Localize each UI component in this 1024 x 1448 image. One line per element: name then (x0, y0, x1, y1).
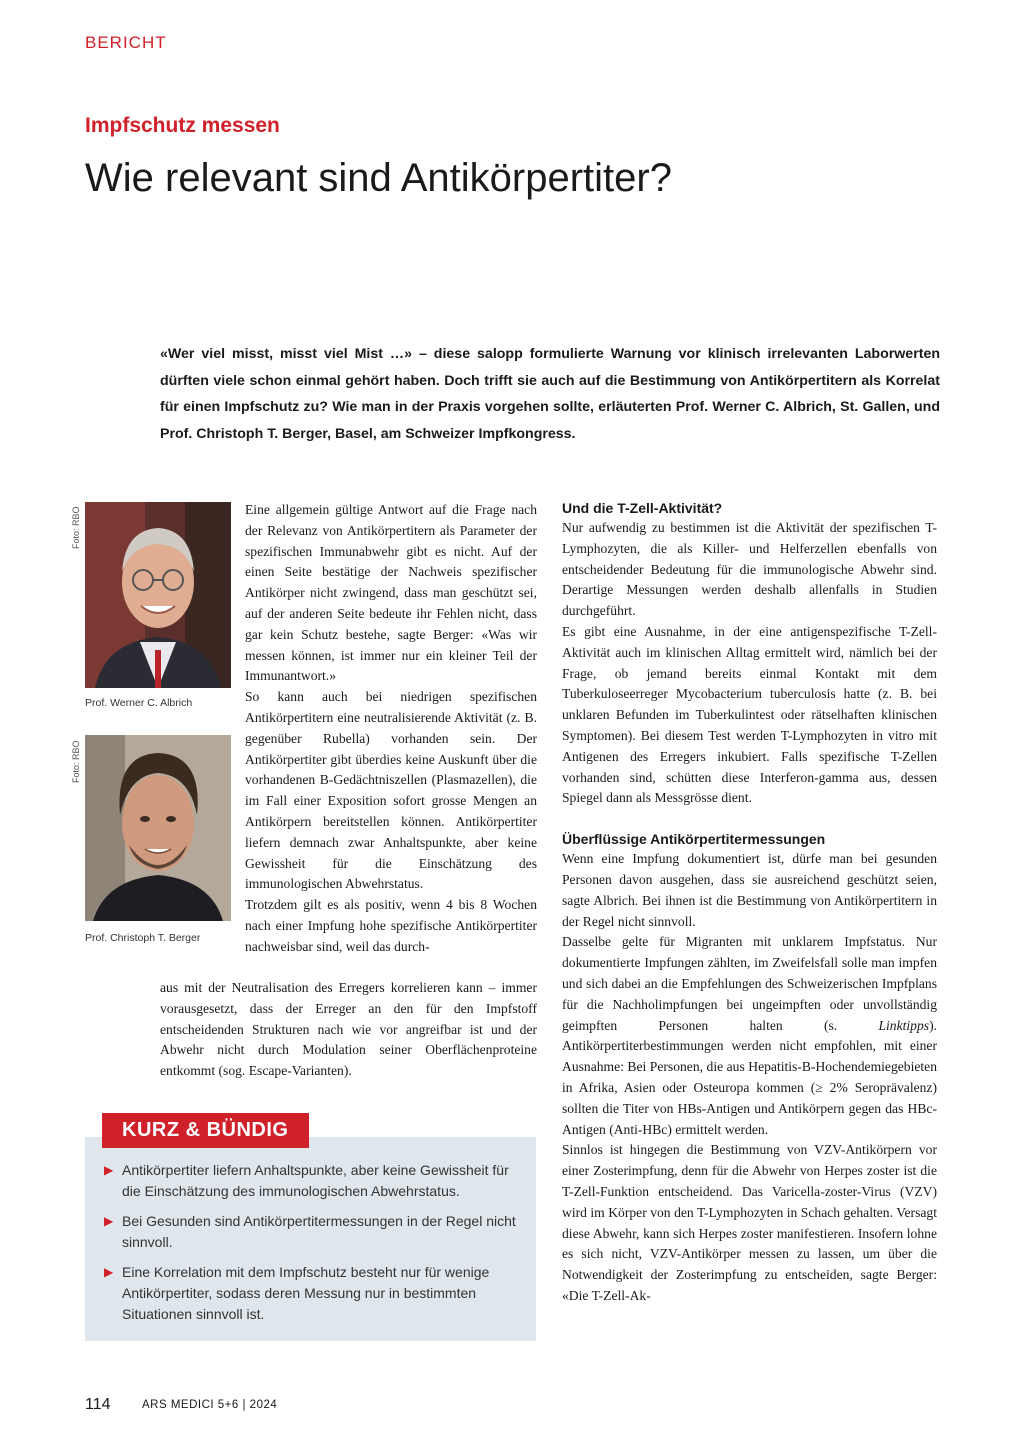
summary-box-title: KURZ & BÜNDIG (102, 1113, 309, 1148)
body-column-left-continued (160, 978, 537, 1082)
body-paragraph: So kann auch bei niedrigen spezifischen Antikörpertitern eine neutralisierende Aktivität (z. B. gegenüber Rubella) vorhanden sein. Der Antikörpertiter gibt überdies keine Auskunft über die vorhandenen B-Gedächtniszellen (Plasmazellen), die im Fall einer Exposition sofort grosse Mengen an Antikörpern bereitstellen können. Antikörpertiter liefern demnach zwar Anhaltspunkte, aber keine Gewissheit für die Einschätzung des immunologischen Abwehrstatus. (245, 689, 537, 892)
body-paragraph: aus mit der Neutralisation des Erregers korrelieren kann – immer vorausgesetzt, dass der Erreger an den für den Impfstoff entscheidenden Strukturen nach wie vor angreifbar ist und der Abwehr nicht durch Modulation seiner Oberflächenproteine entkommt (sog. Escape-Varianten). (160, 980, 537, 1079)
subheading-antibody-measurements: Überflüssige Antikörpertitermessungen (562, 831, 826, 848)
article-kicker: Impfschutz messen (85, 114, 280, 137)
body-paragraph: Dasselbe gelte für Migranten mit unklarem Impfstatus. Nur dokumentierte Impfungen zählten, im Zweifelsfall solle man impfen und sich dabei an die Empfehlungen des Schweizerischen Impfplans für die Nachholimpfungen bei ungeimpften oder unvollständig geimpften Personen halten (s. Linktipps). Antikörpertiterbestimmungen werden nicht empfohlen, mit einer Ausnahme: Bei Personen, die aus Hepatitis-B-Hochendemiegebieten in Afrika, Asien oder Osteuropa kommen (≥ 2% Seroprävalenz) sollten die Titer von HBs-Antigen und Antikörpern gegen das HBc-Antigen (Anti-HBc) ermittelt werden. (562, 934, 937, 1137)
body-paragraph: Nur aufwendig zu bestimmen ist die Aktivität der spezifischen T-Lymphozyten, die als Killer- und Helferzellen ebenfalls von entscheidender Bedeutung für die immunologische Abwehr sind. Derartige Messungen werden deshalb allenfalls in Studien durchgeführt. (562, 520, 937, 619)
article-title: Wie relevant sind Antikörpertiter? (85, 156, 672, 200)
body-column-right (562, 498, 937, 1307)
summary-item: ▶ Bei Gesunden sind Antikörpertitermessungen in der Regel nicht sinnvoll. (104, 1213, 516, 1250)
article-lead: «Wer viel misst, misst viel Mist …» – diese salopp formulierte Warnung vor klinisch irrelevanten Laborwerten dürften viele schon einmal gehört haben. Doch trifft sie auch auf die Bestimmung von Antikörpertitern als Korrelat für einen Impfschutz zu? Wie man in der Praxis vorgehen sollte, erläuterten Prof. Werner C. Albrich, St. Gallen, und Prof. Christoph T. Berger, Basel, am Schweizer Impfkongress. (160, 346, 940, 442)
photo-credit: Foto: RBO (71, 506, 81, 549)
arrow-right-icon: ▶ (104, 1214, 114, 1228)
summary-list (104, 1160, 524, 1334)
portrait-photo-albrich (85, 502, 231, 688)
summary-item: ▶ Antikörpertiter liefern Anhaltspunkte, aber keine Gewissheit für die Einschätzung des immunologischen Abwehrstatus. (104, 1162, 509, 1199)
subheading-t-cell: Und die T-Zell-Aktivität? (562, 500, 723, 516)
body-paragraph: Sinnlos ist hingegen die Bestimmung von VZV-Antikörpern vor einer Zosterimpfung, denn für die Abwehr von Herpes zoster ist die T-Zell-Funktion entscheidend. Das Varicella-zoster-Virus (VZV) wird im Körper von den T-Lymphozyten in Schach gehalten. Versagt diese Abwehr, kann sich Herpes zoster manifestieren. Insofern lohne es sich nicht, VZV-Antikörper messen zu lassen, um über die Notwendigkeit der Zosterimpfung zu entscheiden, sagte Berger: «Die T-Zell-Ak- (562, 1142, 937, 1303)
portrait-photo-berger (85, 735, 231, 921)
page-number: 114 (85, 1396, 111, 1413)
photo-caption-berger: Prof. Christoph T. Berger (85, 932, 201, 944)
section-label: BERICHT (85, 33, 167, 52)
journal-issue: ARS MEDICI 5+6 | 2024 (142, 1399, 278, 1411)
arrow-right-icon: ▶ (104, 1163, 114, 1177)
body-paragraph: Trotzdem gilt es als positiv, wenn 4 bis 8 Wochen nach einer Impfung hohe spezifische Antikörpertiter nachweisbar sind, weil das durch- (245, 897, 537, 954)
body-paragraph: Eine allgemein gültige Antwort auf die Frage nach der Relevanz von Antikörpertitern als Parameter der spezifischen Immunabwehr gibt es nicht. Auf der einen Seite bestätige der Nachweis spezifischer Antikörper nicht zwingend, dass man geschützt sei, auf der anderen Seite bedeute ihr Fehlen nicht, dass gar kein Schutz bestehe, sagte Berger: «Was wir messen können, ist immer nur ein kleiner Teil der Immunantwort.» (245, 502, 537, 684)
link-tips-reference: Linktipps (878, 1017, 930, 1033)
body-column-left (245, 500, 537, 958)
photo-caption-albrich: Prof. Werner C. Albrich (85, 697, 193, 709)
summary-item: ▶ Eine Korrelation mit dem Impfschutz besteht nur für wenige Antikörpertiter, sodass deren Messung nur in bestimmten Situationen sinnvoll ist. (104, 1264, 490, 1322)
body-paragraph: Es gibt eine Ausnahme, in der eine antigenspezifische T-Zell-Aktivität auch im klinischen Alltag ermittelt wird, nämlich bei der Frage, ob jemand bereits einmal Kontakt mit dem Tuberkuloseerreger Mycobacterium tuberculosis hatte (z. B. bei unklaren Befunden im Tuberkulintest oder rätselhaften klinischen Symptomen). Bei diesem Test werden T-Lymphozyten in vitro mit Antigenen des Erregers inkubiert. Falls spezifische T-Zellen vorhanden sind, schütten diese Interferon-gamma aus, dessen Spiegel dann als Messgrösse dient. (562, 623, 937, 806)
photo-credit: Foto: RBO (71, 740, 81, 783)
body-paragraph: Wenn eine Impfung dokumentiert ist, dürfe man bei gesunden Personen davon ausgehen, dass sie ausreichend geschützt seien, sagte Albrich. Bei ihnen ist die Bestimmung von Antikörpertitern in der Regel nicht sinnvoll. (562, 851, 937, 929)
arrow-right-icon: ▶ (104, 1265, 114, 1279)
